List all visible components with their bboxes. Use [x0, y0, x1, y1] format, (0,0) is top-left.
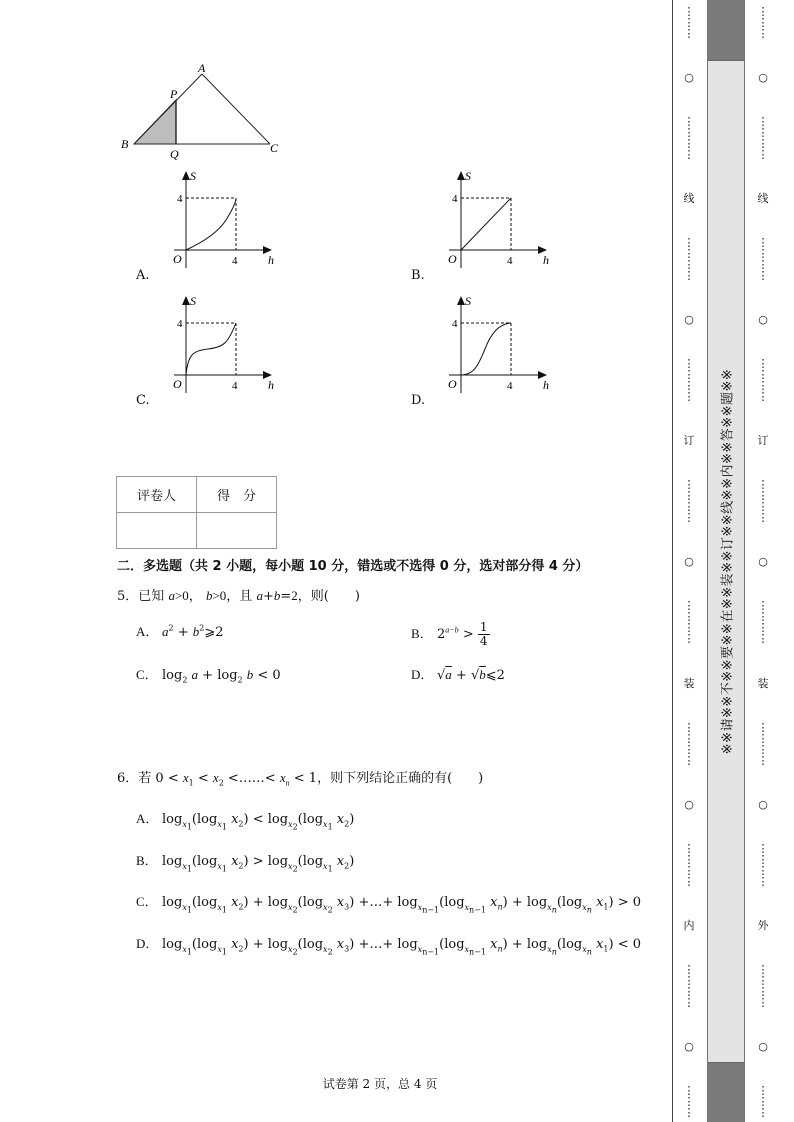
- graph-c-label: C.: [136, 393, 150, 408]
- label-p: P: [170, 87, 178, 101]
- score-table: [116, 476, 277, 549]
- graph-option-c: [136, 293, 286, 409]
- page-footer: 试卷第 2 页，总 4 页: [322, 1077, 438, 1091]
- q6-option-c[interactable]: C． $\log_{x_1}(\log_{x_1}$ $x_2) + \log_{x_2}(\log_{x_2}$ $x_3$) +…+ $\log_{x_{n-1}}(\log_{x_{n-1}}$ $x_n) + \log_{x_n}(\log_{x_n}$ $x_1) > 0$: [136, 894, 641, 915]
- outer-label-install: 装: [757, 676, 769, 690]
- svg-text:h: h: [543, 253, 549, 267]
- q6-option-a[interactable]: A． $\log_{x_1}(\log_{x_1}$ $x_2) < \log_{x_2}(\log_{x_1}$ $x_2$): [136, 811, 355, 832]
- label-q: Q: [170, 147, 179, 160]
- graph-option-d: [411, 293, 561, 409]
- outer-binding-column: ⋮ ⋮ ⋮ ○ ⋮ ⋮ ⋮ ⋮ 线 ⋮ ⋮ ⋮ ⋮ ○ ⋮ ⋮ ⋮ ⋮ 订 ⋮ ⋮ ⋮ ⋮ ○ ⋮ ⋮ ⋮ ⋮ 装 ⋮ ⋮ ⋮ ⋮ ○ ⋮ ⋮ ⋮ ⋮ 外 ⋮ ⋮ ⋮ ⋮ ○ ⋮ ⋮ ⋮: [757, 5, 769, 1119]
- svg-text:S: S: [190, 169, 196, 183]
- outer-label-bind: 订: [757, 434, 769, 448]
- graph-d-label: D.: [411, 393, 426, 408]
- svg-text:4: 4: [177, 318, 183, 330]
- svg-text:O: O: [173, 377, 182, 391]
- svg-text:4: 4: [232, 255, 238, 267]
- svg-text:4: 4: [452, 318, 458, 330]
- score-header: 得 分: [197, 477, 277, 513]
- q5-option-c[interactable]: C． $\log_2 a + \log_2 b < 0$: [136, 667, 281, 685]
- question-5-stem: 5．已知 a>0， b>0，且 a+b=2，则( ): [117, 588, 360, 604]
- q6-option-d[interactable]: D． $\log_{x_1}(\log_{x_1}$ $x_2) + \log_{x_2}(\log_{x_2}$ $x_3$) +…+ $\log_{x_{n-1}}(\log_{x_{n-1}}$ $x_n) + \log_{x_n}(\log_{x_n}$ $x_1) < 0$: [136, 936, 641, 957]
- svg-text:h: h: [543, 378, 549, 392]
- graph-option-b: [411, 168, 561, 284]
- svg-text:O: O: [448, 377, 457, 391]
- svg-text:S: S: [190, 294, 196, 308]
- inner-label-bind: 订: [683, 434, 695, 448]
- binding-banner: [707, 0, 745, 1122]
- outer-label-outside: 外: [757, 918, 769, 932]
- question-6-stem: 6．若 $0 < x_1 < x_2$ <……< $x_n < 1$，则下列结论正确的有( ): [117, 770, 484, 788]
- section-title: 二．多选题（共 2 小题，每小题 10 分，错选或不选得 0 分，选对部分得 4 分）: [117, 559, 589, 574]
- svg-text:4: 4: [232, 380, 238, 392]
- inner-label-install: 装: [683, 676, 695, 690]
- banner-warning-text: ※※请※※不※※要※※在※※装※※订※※线※※内※※答※※题※※: [720, 368, 736, 755]
- svg-text:4: 4: [507, 255, 513, 267]
- q6-option-b[interactable]: B． $\log_{x_1}(\log_{x_1}$ $x_2) > \log_{x_2}(\log_{x_1}$ $x_2$): [136, 853, 355, 874]
- svg-text:S: S: [465, 169, 471, 183]
- triangle-figure: [118, 60, 288, 160]
- label-a: A: [198, 61, 206, 75]
- q5-option-a[interactable]: A． $a^2$ + $b^2⩾2$: [136, 623, 224, 640]
- score-cell[interactable]: [197, 513, 277, 549]
- q5-option-b[interactable]: B． $2^{a-b}$ > $\frac{1}{4}$: [411, 620, 488, 648]
- svg-text:4: 4: [452, 193, 458, 205]
- grader-cell[interactable]: [117, 513, 197, 549]
- graph-option-a: [136, 168, 286, 284]
- outer-label-line: 线: [757, 192, 769, 206]
- label-b: B: [121, 137, 129, 151]
- svg-text:h: h: [268, 378, 274, 392]
- svg-text:S: S: [465, 294, 471, 308]
- svg-text:4: 4: [507, 380, 513, 392]
- svg-text:O: O: [448, 252, 457, 266]
- grader-header: 评卷人: [117, 477, 197, 513]
- q5-option-d[interactable]: D． √a + √b⩽2: [411, 667, 505, 683]
- inner-label-inside: 内: [683, 918, 695, 932]
- label-c: C: [270, 141, 279, 155]
- inner-label-line: 线: [683, 192, 695, 206]
- svg-text:O: O: [173, 252, 182, 266]
- graph-b-label: B.: [411, 268, 425, 283]
- binding-edge-line: [672, 0, 673, 1122]
- svg-text:h: h: [268, 253, 274, 267]
- graph-a-label: A.: [136, 268, 150, 283]
- inner-binding-column: ⋮ ⋮ ⋮ ○ ⋮ ⋮ ⋮ ⋮ 线 ⋮ ⋮ ⋮ ⋮ ○ ⋮ ⋮ ⋮ ⋮ 订 ⋮ ⋮ ⋮ ⋮ ○ ⋮ ⋮ ⋮ ⋮ 装 ⋮ ⋮ ⋮ ⋮ ○ ⋮ ⋮ ⋮ ⋮ 内 ⋮ ⋮ ⋮ ⋮ ○ ⋮ ⋮ ⋮: [683, 5, 695, 1119]
- svg-text:4: 4: [177, 193, 183, 205]
